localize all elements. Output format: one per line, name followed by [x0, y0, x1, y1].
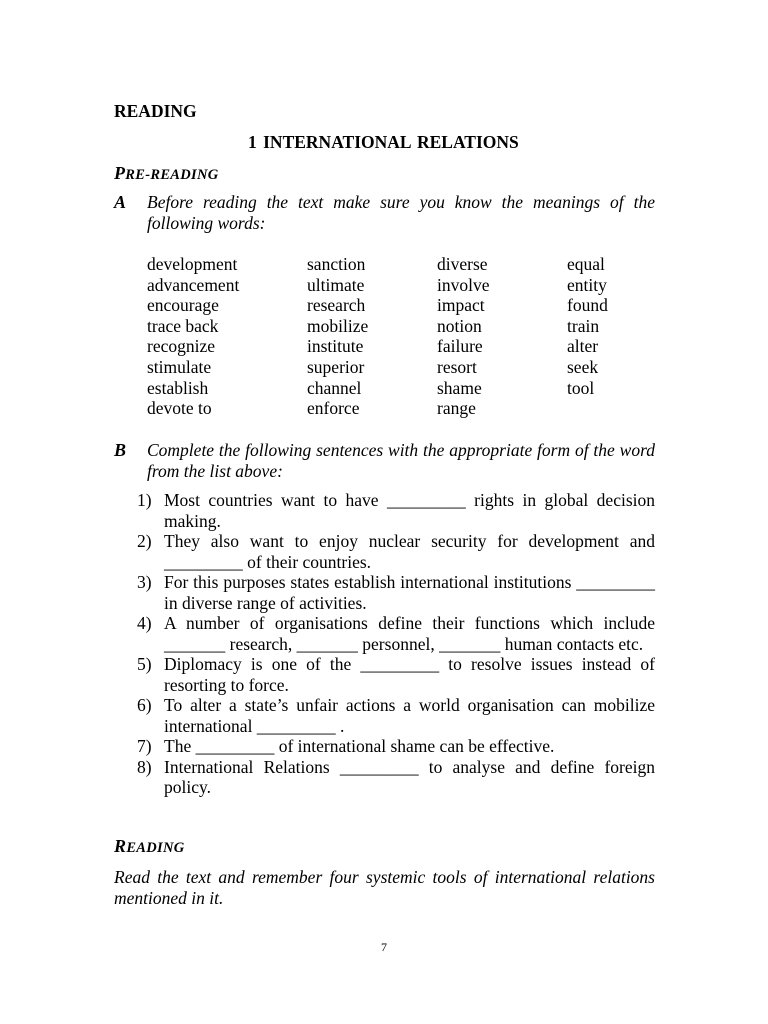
vocabulary-word: impact [437, 295, 485, 316]
exercise-sentence: They also want to enjoy nuclear security for development and _________ of their countries. [164, 531, 655, 572]
vocabulary-row [147, 398, 667, 419]
vocabulary-row [147, 357, 667, 378]
vocabulary-word: shame [437, 377, 482, 398]
exercise-sentence: For this purposes states establish international institutions _________ in diverse range of activities. [164, 572, 655, 613]
exercise-number [114, 531, 164, 572]
vocabulary-word: institute [307, 336, 364, 357]
exercise-sentence: Diplomacy is one of the _________ to resolve issues instead of resorting to force. [164, 654, 655, 695]
exercise-item [114, 654, 655, 695]
vocabulary-word: superior [307, 356, 365, 377]
section-a-instruction: Before reading the text make sure you know the meanings of the following words: [147, 192, 655, 233]
vocabulary-word: train [567, 315, 600, 336]
vocabulary-word [567, 398, 667, 419]
vocabulary-word: encourage [147, 295, 219, 316]
vocabulary-word: recognize [147, 336, 216, 357]
vocabulary-word: failure [437, 336, 483, 357]
vocabulary-word: development [147, 254, 238, 274]
vocabulary-word: equal [567, 254, 605, 274]
exercise-item [114, 736, 655, 757]
vocabulary-word: ultimate [307, 274, 365, 295]
page-number: 7 [381, 940, 387, 954]
exercise-number-label: 6) [137, 695, 152, 715]
vocabulary-word: seek [567, 356, 599, 377]
exercise-sentence: The _________ of international shame can be effective. [164, 736, 555, 756]
exercise-number-label: 2) [137, 531, 152, 551]
vocabulary-row [147, 254, 667, 275]
vocabulary-word: tool [567, 377, 595, 398]
exercise-number [114, 736, 164, 757]
exercise-number [114, 654, 164, 695]
exercise-number [114, 695, 164, 736]
section-b-letter: B [114, 440, 127, 460]
exercise-number-label: 1) [137, 490, 152, 510]
vocabulary-word: establish [147, 377, 209, 398]
vocabulary-word: sanction [307, 254, 366, 274]
vocabulary-table [147, 254, 667, 419]
vocabulary-row [147, 275, 667, 296]
vocabulary-word: trace back [147, 315, 219, 336]
exercise-number-label: 3) [137, 572, 152, 592]
section-a-letter: A [114, 192, 127, 212]
exercise-item [114, 531, 655, 572]
section-b-instruction: Complete the following sentences with the appropriate form of the word from the list above: [147, 440, 655, 481]
vocabulary-word: resort [437, 356, 477, 377]
exercise-number [114, 613, 164, 654]
exercise-item [114, 695, 655, 736]
exercise-number-label: 4) [137, 613, 152, 633]
pre-reading-heading [114, 163, 219, 186]
exercise-item [114, 757, 655, 798]
vocabulary-word: involve [437, 274, 490, 295]
exercise-number [114, 490, 164, 531]
exercise-item [114, 613, 655, 654]
vocabulary-word: entity [567, 274, 607, 295]
vocabulary-word: diverse [437, 254, 488, 274]
page-title: READING [114, 101, 197, 121]
vocabulary-row [147, 316, 667, 337]
exercise-list [114, 490, 655, 798]
vocabulary-word: channel [307, 377, 362, 398]
pre-reading-rest: RE-READING [125, 167, 219, 183]
exercise-sentence: Most countries want to have _________ rights in global decision making. [164, 490, 655, 531]
vocabulary-row [147, 378, 667, 399]
vocabulary-word: devote to [147, 398, 212, 419]
exercise-number-label: 8) [137, 756, 152, 777]
vocabulary-word: found [567, 295, 608, 316]
vocabulary-word: range [437, 398, 476, 419]
vocabulary-row [147, 295, 667, 316]
exercise-number [114, 757, 164, 798]
exercise-number-label: 5) [137, 654, 152, 674]
exercise-sentence: To alter a state’s unfair actions a world organisation can mobilize international _________ . [164, 695, 655, 736]
vocabulary-word: mobilize [307, 315, 369, 336]
vocabulary-word: notion [437, 315, 482, 336]
exercise-item [114, 490, 655, 531]
vocabulary-row [147, 336, 667, 357]
vocabulary-word: enforce [307, 398, 360, 419]
reading-heading [114, 836, 185, 859]
unit-title: 1 INTERNATIONAL RELATIONS [248, 132, 519, 152]
exercise-sentence: A number of organisations define their functions which include _______ research, _______ personnel, _______ human contacts etc. [164, 613, 655, 654]
exercise-sentence: International Relations _________ to analyse and define foreign policy. [164, 756, 655, 797]
exercise-item [114, 572, 655, 613]
vocabulary-word: alter [567, 336, 599, 357]
vocabulary-word: stimulate [147, 356, 212, 377]
vocabulary-word: research [307, 295, 366, 316]
reading-instruction: Read the text and remember four systemic tools of international relations mentioned in it. [114, 867, 655, 908]
reading-initial: R [114, 836, 127, 856]
reading-rest: EADING [126, 840, 185, 856]
vocabulary-word: advancement [147, 274, 240, 295]
exercise-number [114, 572, 164, 613]
exercise-number-label: 7) [137, 736, 152, 756]
pre-reading-initial: P [114, 163, 126, 183]
